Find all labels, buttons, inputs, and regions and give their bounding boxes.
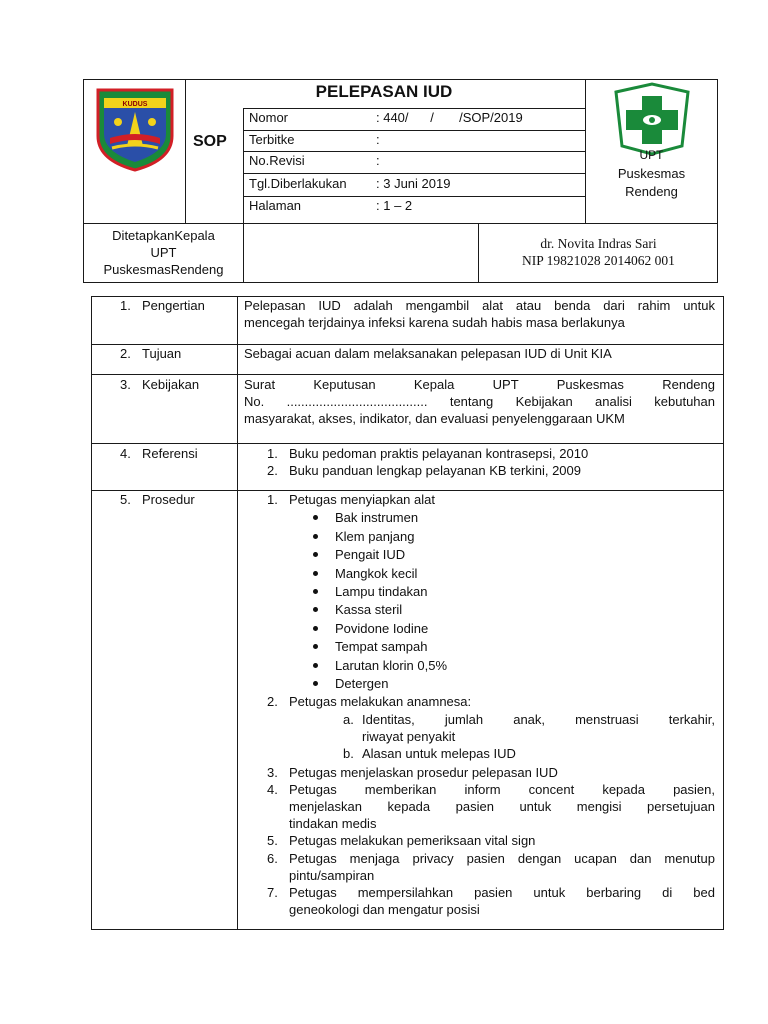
puskesmas-cross-logo [612, 82, 692, 156]
org-line-upt: UPT [639, 150, 664, 159]
bullet-dot [313, 571, 318, 576]
section-label-prosedur: Prosedur [142, 492, 195, 507]
step-1-text: Petugas menyiapkan alat [289, 492, 435, 507]
tool-item: Lampu tindakan [335, 584, 428, 599]
bullet-dot [313, 663, 318, 668]
tool-item: Detergen [335, 676, 389, 691]
bullet-dot [313, 589, 318, 594]
step-7-line-1: Petugas mempersilahkan pasien untuk berbaring di bed [289, 885, 715, 900]
step-num-5: 5. [267, 833, 278, 848]
step-3-text: Petugas menjelaskan prosedur pelepasan IUD [289, 765, 558, 780]
referensi-num-2: 2. [267, 463, 278, 478]
pengertian-line-1: Pelepasan IUD adalah mengambil alat atau benda dari rahim untuk [244, 298, 715, 313]
step-num-1: 1. [267, 492, 278, 507]
kebijakan-line-1: Surat Keputusan Kepala UPT Puskesmas Rendeng [244, 377, 715, 392]
anamnesa-a-line-2: riwayat penyakit [362, 729, 456, 744]
sop-label: SOP [193, 133, 227, 150]
bullet-dot [313, 515, 318, 520]
org-line-puskesmas: Puskesmas [617, 166, 686, 181]
section-num-1: 1. [120, 298, 131, 313]
step-num-4: 4. [267, 782, 278, 797]
step-4-line-2: menjelaskan kepada pasien untuk mengisi persetujuan [289, 799, 715, 814]
step-7-line-2: geneokologi dan mengatur posisi [289, 902, 480, 917]
pengertian-line-2: mencegah terjdainya infeksi karena sudah habis masa berlakunya [244, 315, 625, 330]
bullet-dot [313, 552, 318, 557]
section-label-referensi: Referensi [142, 446, 198, 461]
section-label-pengertian: Pengertian [142, 298, 205, 313]
tool-item: Klem panjang [335, 529, 415, 544]
signatory-nip: NIP 19821028 2014062 001 [522, 253, 675, 268]
step-4-line-1: Petugas memberikan inform concent kepada pasien, [289, 782, 715, 797]
step-num-7: 7. [267, 885, 278, 900]
org-line-rendeng: Rendeng [625, 184, 678, 199]
signatory-name: dr. Novita Indras Sari [540, 236, 657, 251]
tool-item: Bak instrumen [335, 510, 419, 525]
referensi-item-1: Buku pedoman praktis pelayanan kontrasepsi, 2010 [289, 446, 589, 461]
meta-value-nomor: : 440/ / /SOP/2019 [376, 110, 523, 125]
step-2-text: Petugas melakukan anamnesa: [289, 694, 472, 709]
approval-line-1: DitetapkanKepala [112, 228, 215, 243]
kudus-crest-logo [94, 86, 176, 172]
anamnesa-b-line-1: Alasan untuk melepas IUD [362, 746, 516, 761]
meta-label-terbitke: Terbitke [249, 132, 295, 147]
referensi-num-1: 1. [267, 446, 278, 461]
bullet-dot [313, 534, 318, 539]
tool-item: Povidone Iodine [335, 621, 429, 636]
step-4-line-3: tindakan medis [289, 816, 377, 831]
meta-label-revisi: No.Revisi [249, 153, 305, 168]
tujuan-text: Sebagai acuan dalam melaksanakan pelepasan IUD di Unit KIA [244, 346, 612, 361]
bullet-dot [313, 681, 318, 686]
tool-item: Kassa steril [335, 602, 403, 617]
bullet-dot [313, 644, 318, 649]
tool-item: Mangkok kecil [335, 566, 418, 581]
section-label-kebijakan: Kebijakan [142, 377, 200, 392]
step-num-6: 6. [267, 851, 278, 866]
section-num-3: 3. [120, 377, 131, 392]
tool-item: Tempat sampah [335, 639, 428, 654]
bullet-dot [313, 626, 318, 631]
referensi-item-2: Buku panduan lengkap pelayanan KB terkini, 2009 [289, 463, 581, 478]
approval-line-3: PuskesmasRendeng [103, 262, 224, 277]
meta-value-revisi: : [376, 153, 380, 168]
section-num-2: 2. [120, 346, 131, 361]
tool-item: Larutan klorin 0,5% [335, 658, 448, 673]
bullet-dot [313, 607, 318, 612]
meta-label-tgl: Tgl.Diberlakukan [249, 176, 347, 191]
step-num-2: 2. [267, 694, 278, 709]
page-title: PELEPASAN IUD [315, 82, 453, 101]
anamnesa-letter-a: a. [343, 712, 354, 727]
approval-line-2: UPT [150, 245, 177, 260]
section-num-4: 4. [120, 446, 131, 461]
step-5-text: Petugas melakukan pemeriksaan vital sign [289, 833, 536, 848]
kebijakan-line-2: No. ....................................... tentang Kebijakan analisi kebutuhan [244, 394, 715, 409]
meta-label-halaman: Halaman [249, 198, 302, 213]
meta-value-tgl: : 3 Juni 2019 [376, 176, 451, 191]
tool-item: Pengait IUD [335, 547, 406, 562]
step-6-line-1: Petugas menjaga privacy pasien dengan ucapan dan menutup [289, 851, 715, 866]
crest-banner-text: KUDUS [122, 101, 148, 108]
meta-label-nomor: Nomor [249, 110, 289, 125]
anamnesa-letter-b: b. [343, 746, 354, 761]
kebijakan-line-3: masyarakat, akses, indikator, dan evaluasi penyelenggaraan UKM [244, 411, 625, 426]
step-num-3: 3. [267, 765, 278, 780]
section-num-5: 5. [120, 492, 131, 507]
meta-value-halaman: : 1 – 2 [376, 198, 413, 213]
meta-value-terbitke: : [376, 132, 380, 147]
section-label-tujuan: Tujuan [142, 346, 182, 361]
anamnesa-a-line-1: Identitas, jumlah anak, menstruasi terkahir, [362, 712, 715, 727]
step-6-line-2: pintu/sampiran [289, 868, 375, 883]
